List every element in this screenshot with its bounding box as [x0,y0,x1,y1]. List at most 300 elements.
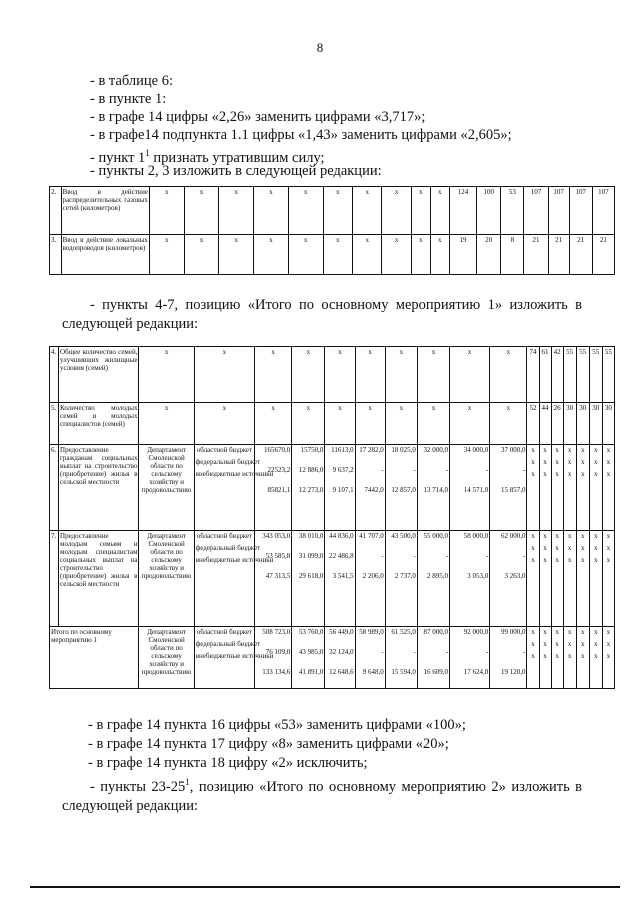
x-mark: х [555,556,559,564]
x-mark-cell [527,627,539,689]
value-cell: 55 [563,347,576,403]
value-cell: 21 [569,235,592,275]
x-mark: х [531,556,535,564]
x-mark: х [352,187,381,235]
money-value: - [413,552,416,560]
x-mark-cell [539,445,551,531]
money-value: 2 895,0 [427,572,449,580]
x-mark: х [555,532,559,540]
money-value: - [381,552,384,560]
money-value: - [445,466,449,474]
money-cell [490,627,527,689]
x-mark: х [594,532,598,540]
money-value: 58 000,0 [463,532,489,540]
funding-source: областной бюджет [196,628,253,636]
x-mark: х [531,532,535,540]
table-1 [49,186,615,275]
money-value: - [523,466,526,474]
value-cell: 74 [527,347,539,403]
money-value: 17 282,0 [359,446,384,454]
x-mark-cell [589,445,602,531]
money-value: 44 836,0 [329,532,354,540]
bottom-paragraph [62,773,582,816]
x-mark: х [323,235,352,275]
money-value: - [413,648,416,656]
money-value: 37 000,0 [500,446,526,454]
value-cell: 30 [602,403,614,445]
x-mark: х [555,458,559,466]
x-mark: х [355,403,385,445]
money-value: 29 618,0 [298,572,324,580]
row-name: Количество молодых семей и молодых специалистов (семей) [59,403,139,445]
x-mark: х [594,628,598,636]
x-mark: х [555,470,559,478]
bottom-line: - в графе 14 пункта 17 цифру «8» заменить цифрами «20»; [88,736,449,752]
money-value: 34 000,0 [463,446,489,454]
money-value: 9 637,2 [332,466,354,474]
funding-source: областной бюджет [196,446,253,454]
x-mark: х [149,187,184,235]
money-value: 343 053,0 [262,532,291,540]
x-mark: х [490,347,527,403]
x-mark-cell [563,531,576,627]
x-mark: х [292,403,325,445]
row-name: Предоставление молодым семьям и молодым специалистам социальных выплат на строительство (приобретение) жилья в сельской местности [59,531,139,627]
x-mark-cell [589,531,602,627]
x-mark-cell [551,445,563,531]
money-cell [450,627,490,689]
x-mark: х [254,187,289,235]
table-row [50,445,615,531]
money-cell [385,627,417,689]
funding-source: федеральный бюджет [195,640,261,648]
money-value: - [485,552,489,560]
x-mark: х [543,446,547,454]
x-mark: х [292,347,325,403]
x-mark: х [382,187,411,235]
x-mark: х [417,347,449,403]
money-value: 22 486,8 [329,552,354,560]
x-mark: х [555,544,559,552]
middle-paragraph: - пункты 4-7, позицию «Итого по основному мероприятию 1» изложить в следующей редакции: [62,297,582,332]
x-mark: х [594,458,598,466]
money-value: 32 124,0 [329,648,354,656]
x-mark-cell [551,627,563,689]
x-mark: х [219,235,254,275]
row-number: 4. [50,347,59,403]
x-mark: х [555,628,559,636]
money-value: - [485,648,489,656]
x-mark: х [543,628,547,636]
intro-line-text: - пункт 1 [90,149,146,166]
superscript: 1 [145,148,150,158]
money-value: 12 886,0 [298,466,324,474]
money-value: 2 206,0 [362,572,384,580]
x-mark-cell [539,627,551,689]
row-number: 5. [50,403,59,445]
money-value: 58 989,0 [359,628,384,636]
money-cell [417,445,449,531]
x-mark: х [531,544,535,552]
bottom-divider [30,886,620,888]
x-mark-cell [527,445,539,531]
money-value: 15 594,0 [391,668,416,676]
x-mark-cell [576,531,589,627]
money-cell [292,531,325,627]
x-mark-cell [576,445,589,531]
funding-source: внебюджетные источники [195,556,274,564]
x-mark: х [385,403,417,445]
x-mark-cell [551,531,563,627]
x-mark: х [567,458,572,466]
x-mark: х [288,235,323,275]
x-mark: х [606,458,611,466]
x-mark-cell [589,627,602,689]
x-mark: х [430,187,449,235]
x-mark: х [288,187,323,235]
x-mark: х [325,347,355,403]
x-mark: х [594,470,598,478]
row-name: Итого по основному мероприятию 1 [50,627,139,689]
x-mark: х [411,187,430,235]
value-cell: 107 [524,187,548,235]
table-row [50,531,615,627]
x-mark: х [555,446,559,454]
value-cell: 55 [602,347,614,403]
money-value: 99 000,0 [500,628,526,636]
x-mark: х [555,640,559,648]
x-mark: х [490,403,527,445]
x-mark: х [355,347,385,403]
funding-source: внебюджетные источники [195,652,274,660]
x-mark: х [543,556,547,564]
executor-cell: Департамент Смоленской области по сельскому хозяйству и продовольствию [139,445,194,531]
money-cell [255,445,292,531]
money-value: 12 857,0 [391,486,416,494]
value-cell: 26 [551,403,563,445]
x-mark: х [543,532,547,540]
money-value: 17 624,0 [463,668,489,676]
x-mark: х [580,458,585,466]
bottom-line: - в графе 14 пункта 18 цифру «2» исключить; [88,755,368,771]
x-mark: х [531,640,535,648]
x-mark-cell [576,627,589,689]
x-mark: х [531,446,535,454]
page-number: 8 [316,40,324,55]
money-cell [490,445,527,531]
money-value: 87 000,0 [423,628,449,636]
x-mark-cell [602,445,614,531]
money-value: - [413,466,416,474]
x-mark: х [594,640,598,648]
x-mark-cell [602,531,614,627]
money-cell [490,531,527,627]
money-cell [385,531,417,627]
money-value: 18 025,0 [391,446,416,454]
x-mark: х [325,403,355,445]
money-value: 38 010,0 [298,532,324,540]
money-cell [325,627,355,689]
money-value: 508 723,0 [262,628,291,636]
funding-source: внебюджетные источники [195,470,274,478]
x-mark: х [194,403,254,445]
table-row [50,403,615,445]
x-mark: х [255,347,292,403]
money-value: 3 263,0 [504,572,526,580]
x-mark: х [606,556,611,564]
x-mark: х [149,235,184,275]
x-mark: х [450,347,490,403]
x-mark: х [184,187,219,235]
money-cell [417,531,449,627]
money-value: - [445,648,449,656]
intro-line: - в пункте 1: [90,91,167,107]
x-mark-cell [527,531,539,627]
money-value: 43 500,0 [391,532,416,540]
money-value: 2 737,0 [394,572,416,580]
x-mark: х [580,556,585,564]
money-value: 3 541,5 [332,572,354,580]
funding-sources-cell [194,445,274,531]
row-number: 6. [50,445,59,531]
x-mark: х [606,652,611,660]
x-mark-cell [602,627,614,689]
x-mark: х [139,347,194,403]
value-cell: 53 [501,187,524,235]
x-mark: х [567,652,572,660]
intro-line-text: признать утратившим силу; [149,149,325,166]
value-cell: 30 [589,403,602,445]
money-value: 31 099,0 [298,552,324,560]
money-value: 14 571,0 [463,486,489,494]
value-cell: 19 [449,235,476,275]
value-cell: 42 [551,347,563,403]
x-mark: х [555,652,559,660]
value-cell: 21 [548,235,569,275]
money-value: 133 134,6 [262,668,291,676]
x-mark: х [430,235,449,275]
x-mark: х [254,235,289,275]
money-cell [325,531,355,627]
x-mark: х [606,628,611,636]
money-cell [417,627,449,689]
funding-source: федеральный бюджет [195,544,261,552]
money-value: 165670,0 [264,446,291,454]
x-mark: х [594,556,598,564]
x-mark: х [323,187,352,235]
table-row [50,627,615,689]
money-value: 22523,2 [267,466,291,474]
intro-line: - пункты 2, 3 изложить в следующей редакции: [90,163,382,179]
x-mark: х [543,458,547,466]
row-name: Предоставление гражданам социальных выплат на строительство (приобретение) жилья в сельской местности [59,445,139,531]
funding-source: федеральный бюджет [195,458,261,466]
x-mark: х [567,532,572,540]
x-mark: х [567,640,572,648]
funding-sources-cell [194,531,274,627]
money-value: 53 760,0 [298,628,324,636]
superscript: 1 [185,777,190,787]
x-mark: х [139,403,194,445]
money-cell [355,445,385,531]
money-value: 62 000,0 [500,532,526,540]
money-value: - [485,466,489,474]
x-mark: х [580,470,585,478]
value-cell: 8 [501,235,524,275]
intro-line: - в таблице 6: [90,73,173,89]
x-mark: х [594,544,598,552]
table-row [50,235,615,275]
money-value: 85821,1 [267,486,291,494]
money-value: - [523,648,526,656]
money-value: 53 585,8 [265,552,291,560]
table-2 [49,346,615,689]
x-mark: х [580,652,585,660]
money-cell [355,531,385,627]
money-cell [255,531,292,627]
money-value: 9 648,0 [362,668,384,676]
intro-line: - в графе14 подпункта 1.1 цифры «1,43» заменить цифрами «2,605»; [90,127,512,143]
value-cell: 44 [539,403,551,445]
x-mark: х [352,235,381,275]
money-value: 3 053,0 [467,572,489,580]
x-mark: х [580,532,585,540]
money-value: 43 985,0 [298,648,324,656]
value-cell: 100 [477,187,501,235]
money-value: 32 000,0 [423,446,449,454]
money-value: 76 109,0 [265,648,291,656]
value-cell: 21 [524,235,548,275]
row-number: 7. [50,531,59,627]
money-value: 19 120,0 [500,668,526,676]
x-mark: х [450,403,490,445]
money-value: 61 525,0 [391,628,416,636]
x-mark: х [594,446,598,454]
row-number: 3. [50,235,62,275]
money-cell [450,445,490,531]
x-mark: х [606,446,611,454]
money-value: 55 000,0 [423,532,449,540]
x-mark: х [606,532,611,540]
x-mark: х [580,446,585,454]
x-mark: х [531,458,535,466]
x-mark: х [606,470,611,478]
x-mark: х [417,403,449,445]
table-row [50,187,615,235]
x-mark: х [567,446,572,454]
x-mark: х [184,235,219,275]
value-cell: 52 [527,403,539,445]
row-name: Ввод в действие распределительных газовых сетей (километров) [61,187,149,235]
executor-cell: Департамент Смоленской области по сельскому хозяйству и продовольствию [139,627,194,689]
x-mark-cell [563,627,576,689]
value-cell: 20 [477,235,501,275]
row-name: Ввод в действие локальных водопроводов (километров) [61,235,149,275]
value-cell: 107 [592,187,614,235]
value-cell: 30 [563,403,576,445]
value-cell: 21 [592,235,614,275]
money-cell [325,445,355,531]
x-mark-cell [539,531,551,627]
money-value: 11613,0 [331,446,354,454]
money-cell [385,445,417,531]
money-value: 41 891,0 [298,668,324,676]
money-cell [450,531,490,627]
money-value: 56 449,0 [329,628,354,636]
value-cell: 55 [576,347,589,403]
x-mark: х [411,235,430,275]
bottom-line: - в графе 14 пункта 16 цифры «53» заменить цифрами «100»; [88,717,466,733]
x-mark: х [606,640,611,648]
value-cell: 55 [589,347,602,403]
money-value: 16 609,0 [423,668,449,676]
x-mark: х [543,640,547,648]
row-number: 2. [50,187,62,235]
x-mark: х [543,470,547,478]
money-value: 41 707,0 [359,532,384,540]
executor-cell: Департамент Смоленской области по сельскому хозяйству и продовольствию [139,531,194,627]
x-mark: х [567,544,572,552]
x-mark: х [382,235,411,275]
money-cell [355,627,385,689]
value-cell: 124 [449,187,476,235]
x-mark: х [219,187,254,235]
x-mark: х [385,347,417,403]
money-value: 15750,0 [300,446,324,454]
x-mark: х [580,640,585,648]
bottom-paragraph-text: - пункты 23-25 [90,778,186,795]
x-mark: х [543,652,547,660]
row-name: Общее количество семей, улучшивших жилищные условия (семей) [59,347,139,403]
money-cell [292,445,325,531]
money-value: 12 273,0 [298,486,324,494]
funding-source: областной бюджет [196,532,253,540]
x-mark: х [580,544,585,552]
x-mark: х [531,628,535,636]
x-mark: х [567,556,572,564]
funding-sources-cell [194,627,274,689]
x-mark: х [543,544,547,552]
money-value: - [523,552,526,560]
money-cell [292,627,325,689]
x-mark: х [606,544,611,552]
value-cell: 107 [548,187,569,235]
money-value: 92 000,0 [463,628,489,636]
money-value: 15 857,0 [500,486,526,494]
money-value: - [381,648,384,656]
money-value: 13 714,0 [423,486,449,494]
table-row [50,347,615,403]
x-mark: х [580,628,585,636]
x-mark-cell [563,445,576,531]
bottom-paragraph-text: , позицию «Итого по основному мероприятию 2» изложить в следующей редакции: [62,778,583,814]
money-value: - [381,466,384,474]
intro-line: - в графе 14 цифры «2,26» заменить цифрами «3,717»; [90,109,426,125]
money-value: 12 648,6 [329,668,354,676]
x-mark: х [531,652,535,660]
x-mark: х [567,470,572,478]
value-cell: 107 [569,187,592,235]
x-mark: х [194,347,254,403]
money-value: 7442,0 [364,486,384,494]
x-mark: х [531,470,535,478]
money-value: - [445,552,449,560]
x-mark: х [567,628,572,636]
money-value: 9 107,1 [332,486,354,494]
x-mark: х [255,403,292,445]
value-cell: 30 [576,403,589,445]
value-cell: 61 [539,347,551,403]
